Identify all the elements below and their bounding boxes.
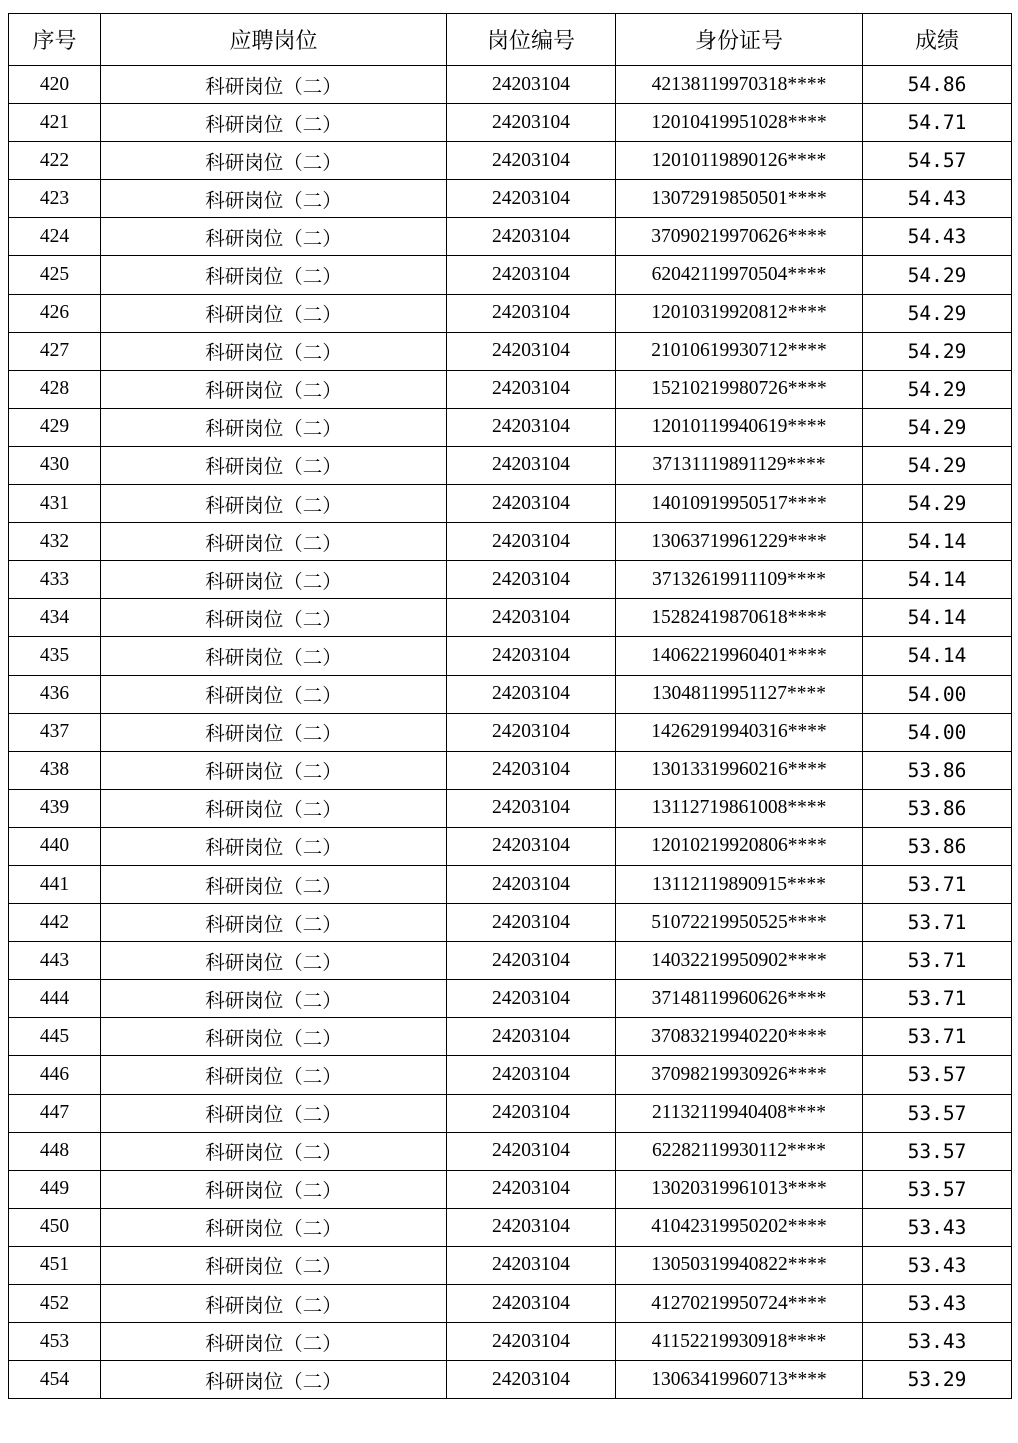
position-cell: 科研岗位（二） <box>101 827 447 865</box>
id-number-cell: 14062219960401**** <box>616 637 863 675</box>
seq-cell: 426 <box>9 294 101 332</box>
seq-cell: 436 <box>9 675 101 713</box>
score-cell: 54.71 <box>863 104 1012 142</box>
position-cell: 科研岗位（二） <box>101 218 447 256</box>
table-row <box>9 1056 1012 1094</box>
table-row <box>9 142 1012 180</box>
position-code-cell: 24203104 <box>447 66 616 104</box>
seq-cell: 435 <box>9 637 101 675</box>
table-row <box>9 332 1012 370</box>
seq-cell: 421 <box>9 104 101 142</box>
id-number-cell: 14262919940316**** <box>616 713 863 751</box>
seq-cell: 425 <box>9 256 101 294</box>
score-cell: 53.43 <box>863 1285 1012 1323</box>
id-number-cell: 37090219970626**** <box>616 218 863 256</box>
seq-cell: 446 <box>9 1056 101 1094</box>
position-code-cell: 24203104 <box>447 218 616 256</box>
seq-cell: 451 <box>9 1246 101 1284</box>
score-cell: 54.14 <box>863 599 1012 637</box>
score-cell: 54.29 <box>863 446 1012 484</box>
score-cell: 53.86 <box>863 827 1012 865</box>
position-code-cell: 24203104 <box>447 180 616 218</box>
id-number-cell: 13048119951127**** <box>616 675 863 713</box>
table-row <box>9 446 1012 484</box>
position-cell: 科研岗位（二） <box>101 446 447 484</box>
score-cell: 53.71 <box>863 1018 1012 1056</box>
position-cell: 科研岗位（二） <box>101 256 447 294</box>
seq-cell: 437 <box>9 713 101 751</box>
score-cell: 54.29 <box>863 370 1012 408</box>
position-code-cell: 24203104 <box>447 446 616 484</box>
table-row <box>9 789 1012 827</box>
score-cell: 54.14 <box>863 561 1012 599</box>
position-cell: 科研岗位（二） <box>101 1056 447 1094</box>
table-row <box>9 713 1012 751</box>
position-code-cell: 24203104 <box>447 942 616 980</box>
score-cell: 54.43 <box>863 180 1012 218</box>
score-cell: 53.57 <box>863 1094 1012 1132</box>
header-position-code: 岗位编号 <box>447 14 616 66</box>
table-row <box>9 637 1012 675</box>
position-code-cell: 24203104 <box>447 637 616 675</box>
table-row <box>9 1285 1012 1323</box>
table-row <box>9 104 1012 142</box>
table-row <box>9 561 1012 599</box>
id-number-cell: 13063719961229**** <box>616 523 863 561</box>
position-cell: 科研岗位（二） <box>101 713 447 751</box>
position-cell: 科研岗位（二） <box>101 980 447 1018</box>
position-cell: 科研岗位（二） <box>101 180 447 218</box>
seq-cell: 450 <box>9 1208 101 1246</box>
position-cell: 科研岗位（二） <box>101 1208 447 1246</box>
table-row <box>9 1323 1012 1361</box>
seq-cell: 420 <box>9 66 101 104</box>
position-code-cell: 24203104 <box>447 599 616 637</box>
position-code-cell: 24203104 <box>447 408 616 446</box>
position-code-cell: 24203104 <box>447 1094 616 1132</box>
position-cell: 科研岗位（二） <box>101 370 447 408</box>
seq-cell: 454 <box>9 1361 101 1399</box>
id-number-cell: 37083219940220**** <box>616 1018 863 1056</box>
score-cell: 53.43 <box>863 1208 1012 1246</box>
seq-cell: 438 <box>9 751 101 789</box>
seq-cell: 431 <box>9 485 101 523</box>
table-row <box>9 180 1012 218</box>
position-cell: 科研岗位（二） <box>101 865 447 903</box>
table-row <box>9 485 1012 523</box>
table-row <box>9 1094 1012 1132</box>
header-id-number: 身份证号 <box>616 14 863 66</box>
table-row <box>9 256 1012 294</box>
position-code-cell: 24203104 <box>447 485 616 523</box>
position-cell: 科研岗位（二） <box>101 104 447 142</box>
score-cell: 54.00 <box>863 675 1012 713</box>
table-row <box>9 294 1012 332</box>
id-number-cell: 37148119960626**** <box>616 980 863 1018</box>
seq-cell: 424 <box>9 218 101 256</box>
id-number-cell: 13112719861008**** <box>616 789 863 827</box>
seq-cell: 429 <box>9 408 101 446</box>
position-cell: 科研岗位（二） <box>101 561 447 599</box>
seq-cell: 443 <box>9 942 101 980</box>
position-code-cell: 24203104 <box>447 789 616 827</box>
position-cell: 科研岗位（二） <box>101 294 447 332</box>
score-cell: 53.71 <box>863 865 1012 903</box>
score-cell: 53.71 <box>863 942 1012 980</box>
id-number-cell: 14010919950517**** <box>616 485 863 523</box>
score-cell: 53.71 <box>863 904 1012 942</box>
table-row <box>9 675 1012 713</box>
seq-cell: 433 <box>9 561 101 599</box>
position-code-cell: 24203104 <box>447 1246 616 1284</box>
score-cell: 54.14 <box>863 523 1012 561</box>
id-number-cell: 21132119940408**** <box>616 1094 863 1132</box>
position-cell: 科研岗位（二） <box>101 523 447 561</box>
position-cell: 科研岗位（二） <box>101 675 447 713</box>
score-cell: 53.86 <box>863 789 1012 827</box>
table-row <box>9 904 1012 942</box>
position-cell: 科研岗位（二） <box>101 1246 447 1284</box>
table-row <box>9 1246 1012 1284</box>
table-row <box>9 523 1012 561</box>
position-code-cell: 24203104 <box>447 1018 616 1056</box>
position-code-cell: 24203104 <box>447 865 616 903</box>
id-number-cell: 41270219950724**** <box>616 1285 863 1323</box>
score-cell: 53.43 <box>863 1323 1012 1361</box>
id-number-cell: 62042119970504**** <box>616 256 863 294</box>
position-code-cell: 24203104 <box>447 1323 616 1361</box>
score-cell: 54.14 <box>863 637 1012 675</box>
table-row <box>9 370 1012 408</box>
position-cell: 科研岗位（二） <box>101 485 447 523</box>
position-code-cell: 24203104 <box>447 523 616 561</box>
seq-cell: 422 <box>9 142 101 180</box>
position-cell: 科研岗位（二） <box>101 942 447 980</box>
id-number-cell: 15210219980726**** <box>616 370 863 408</box>
position-code-cell: 24203104 <box>447 827 616 865</box>
seq-cell: 434 <box>9 599 101 637</box>
position-code-cell: 24203104 <box>447 1170 616 1208</box>
id-number-cell: 13013319960216**** <box>616 751 863 789</box>
position-code-cell: 24203104 <box>447 904 616 942</box>
id-number-cell: 12010219920806**** <box>616 827 863 865</box>
id-number-cell: 14032219950902**** <box>616 942 863 980</box>
id-number-cell: 15282419870618**** <box>616 599 863 637</box>
id-number-cell: 41042319950202**** <box>616 1208 863 1246</box>
score-cell: 53.57 <box>863 1056 1012 1094</box>
position-code-cell: 24203104 <box>447 294 616 332</box>
id-number-cell: 12010119890126**** <box>616 142 863 180</box>
seq-cell: 453 <box>9 1323 101 1361</box>
seq-cell: 447 <box>9 1094 101 1132</box>
id-number-cell: 13020319961013**** <box>616 1170 863 1208</box>
seq-cell: 427 <box>9 332 101 370</box>
id-number-cell: 12010419951028**** <box>616 104 863 142</box>
header-score: 成绩 <box>863 14 1012 66</box>
position-cell: 科研岗位（二） <box>101 599 447 637</box>
seq-cell: 444 <box>9 980 101 1018</box>
id-number-cell: 12010119940619**** <box>616 408 863 446</box>
table-row <box>9 218 1012 256</box>
table-body <box>9 66 1012 1399</box>
position-code-cell: 24203104 <box>447 561 616 599</box>
header-position: 应聘岗位 <box>101 14 447 66</box>
table-row <box>9 751 1012 789</box>
score-cell: 54.29 <box>863 332 1012 370</box>
score-cell: 54.43 <box>863 218 1012 256</box>
position-code-cell: 24203104 <box>447 142 616 180</box>
position-code-cell: 24203104 <box>447 1056 616 1094</box>
id-number-cell: 42138119970318**** <box>616 66 863 104</box>
table-row <box>9 865 1012 903</box>
seq-cell: 430 <box>9 446 101 484</box>
id-number-cell: 13072919850501**** <box>616 180 863 218</box>
id-number-cell: 13050319940822**** <box>616 1246 863 1284</box>
position-cell: 科研岗位（二） <box>101 1323 447 1361</box>
table-row <box>9 1018 1012 1056</box>
position-code-cell: 24203104 <box>447 332 616 370</box>
id-number-cell: 37131119891129**** <box>616 446 863 484</box>
position-cell: 科研岗位（二） <box>101 1361 447 1399</box>
table-row <box>9 408 1012 446</box>
position-cell: 科研岗位（二） <box>101 904 447 942</box>
score-cell: 54.29 <box>863 485 1012 523</box>
position-cell: 科研岗位（二） <box>101 1018 447 1056</box>
table-row <box>9 1208 1012 1246</box>
table-row <box>9 1170 1012 1208</box>
seq-cell: 441 <box>9 865 101 903</box>
position-cell: 科研岗位（二） <box>101 1170 447 1208</box>
id-number-cell: 37132619911109**** <box>616 561 863 599</box>
position-cell: 科研岗位（二） <box>101 142 447 180</box>
table-row <box>9 66 1012 104</box>
seq-cell: 445 <box>9 1018 101 1056</box>
seq-cell: 442 <box>9 904 101 942</box>
id-number-cell: 13063419960713**** <box>616 1361 863 1399</box>
position-code-cell: 24203104 <box>447 1361 616 1399</box>
position-cell: 科研岗位（二） <box>101 408 447 446</box>
seq-cell: 439 <box>9 789 101 827</box>
position-code-cell: 24203104 <box>447 1132 616 1170</box>
id-number-cell: 41152219930918**** <box>616 1323 863 1361</box>
position-cell: 科研岗位（二） <box>101 637 447 675</box>
position-code-cell: 24203104 <box>447 1285 616 1323</box>
table-header <box>9 14 1012 66</box>
seq-cell: 449 <box>9 1170 101 1208</box>
position-code-cell: 24203104 <box>447 713 616 751</box>
position-cell: 科研岗位（二） <box>101 789 447 827</box>
score-cell: 53.29 <box>863 1361 1012 1399</box>
id-number-cell: 21010619930712**** <box>616 332 863 370</box>
seq-cell: 448 <box>9 1132 101 1170</box>
score-cell: 54.29 <box>863 408 1012 446</box>
table-row <box>9 980 1012 1018</box>
position-code-cell: 24203104 <box>447 256 616 294</box>
id-number-cell: 37098219930926**** <box>616 1056 863 1094</box>
score-cell: 54.86 <box>863 66 1012 104</box>
table-row <box>9 942 1012 980</box>
position-code-cell: 24203104 <box>447 370 616 408</box>
seq-cell: 423 <box>9 180 101 218</box>
position-code-cell: 24203104 <box>447 104 616 142</box>
position-code-cell: 24203104 <box>447 980 616 1018</box>
position-code-cell: 24203104 <box>447 1208 616 1246</box>
score-cell: 54.00 <box>863 713 1012 751</box>
position-cell: 科研岗位（二） <box>101 751 447 789</box>
score-cell: 53.86 <box>863 751 1012 789</box>
score-cell: 53.57 <box>863 1170 1012 1208</box>
id-number-cell: 51072219950525**** <box>616 904 863 942</box>
position-code-cell: 24203104 <box>447 751 616 789</box>
seq-cell: 432 <box>9 523 101 561</box>
score-cell: 53.71 <box>863 980 1012 1018</box>
table-row <box>9 827 1012 865</box>
score-cell: 53.43 <box>863 1246 1012 1284</box>
id-number-cell: 62282119930112**** <box>616 1132 863 1170</box>
table-row <box>9 1132 1012 1170</box>
seq-cell: 428 <box>9 370 101 408</box>
header-row <box>9 14 1012 66</box>
id-number-cell: 12010319920812**** <box>616 294 863 332</box>
position-cell: 科研岗位（二） <box>101 1132 447 1170</box>
id-number-cell: 13112119890915**** <box>616 865 863 903</box>
position-cell: 科研岗位（二） <box>101 66 447 104</box>
score-cell: 54.57 <box>863 142 1012 180</box>
score-cell: 54.29 <box>863 256 1012 294</box>
position-cell: 科研岗位（二） <box>101 1285 447 1323</box>
score-table <box>8 13 1012 1399</box>
score-cell: 54.29 <box>863 294 1012 332</box>
position-cell: 科研岗位（二） <box>101 332 447 370</box>
table-row <box>9 1361 1012 1399</box>
seq-cell: 452 <box>9 1285 101 1323</box>
seq-cell: 440 <box>9 827 101 865</box>
score-cell: 53.57 <box>863 1132 1012 1170</box>
table-row <box>9 599 1012 637</box>
position-cell: 科研岗位（二） <box>101 1094 447 1132</box>
header-seq: 序号 <box>9 14 101 66</box>
position-code-cell: 24203104 <box>447 675 616 713</box>
